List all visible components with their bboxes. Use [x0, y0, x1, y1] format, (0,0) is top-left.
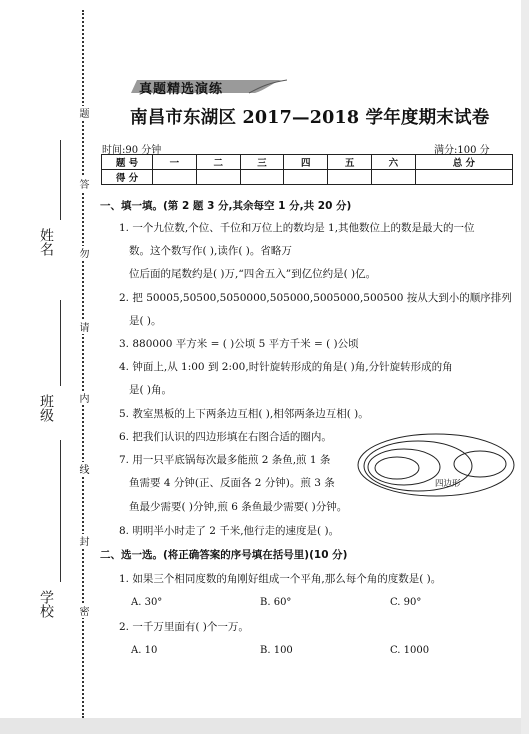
question-3: 3. 880000 平方米 = ( )公顷 5 平方千米 = ( )公顷 [119, 338, 359, 350]
score-cell[interactable] [240, 170, 284, 185]
question-8: 8. 明明半小时走了 2 千米,他行走的速度是( )。 [119, 525, 340, 537]
column-header: 二 [196, 155, 240, 170]
page-bottom-border [0, 718, 529, 734]
score-table-header-row [102, 155, 513, 170]
question-2-line-2: 是( )。 [129, 315, 162, 327]
question-1-line-1: 1. 一个九位数,个位、千位和万位上的数均是 1,其他数位上的数是最大的一位 [119, 222, 475, 234]
choice-1-option-a[interactable]: A. 30° [131, 597, 163, 608]
score-cell[interactable] [328, 170, 372, 185]
binding-word: 线 [77, 464, 88, 474]
question-7-line-3: 鱼最少需要( )分钟,煎 6 条鱼最少需要( )分钟。 [129, 501, 348, 513]
choice-2-option-b[interactable]: B. 100 [260, 645, 293, 656]
column-header: 三 [240, 155, 284, 170]
question-7-line-1: 7. 用一只平底锅每次最多能煎 2 条鱼,煎 1 条 [119, 454, 331, 466]
class-label: 班级 [38, 394, 54, 422]
question-6: 6. 把我们认识的四边形填在右图合适的圈内。 [119, 431, 332, 443]
binding-word: 答 [77, 179, 88, 189]
column-header: 总 分 [415, 155, 512, 170]
inner-circle [368, 449, 440, 485]
choice-2-stem: 2. 一千万里面有( )个一万。 [119, 621, 249, 633]
question-7-line-2: 鱼需要 4 分钟(正、反面各 2 分钟)。煎 3 条 [129, 477, 335, 489]
exam-time: 时间:90 分钟 [102, 145, 162, 156]
name-field-line[interactable] [60, 140, 61, 220]
score-cell[interactable] [284, 170, 328, 185]
name-label: 姓名 [38, 228, 54, 256]
school-field-line[interactable] [60, 440, 61, 582]
innermost-circle [375, 457, 419, 479]
section-heading-2: 二、选一选。(将正确答案的序号填在括号里)(10 分) [100, 549, 348, 561]
binding-word: 密 [77, 606, 88, 616]
question-1-line-2: 数。这个数写作( ),读作( )。省略万 [129, 245, 292, 257]
choice-1-option-c[interactable]: C. 90° [390, 597, 422, 608]
choice-1-stem: 1. 如果三个相同度数的角刚好组成一个平角,那么每个角的度数是( )。 [119, 573, 442, 585]
exam-title: 南昌市东湖区 2017—2018 学年度期末试卷 [130, 108, 490, 128]
binding-word: 勿 [77, 248, 88, 258]
binding-word: 封 [77, 536, 88, 546]
row-label: 得 分 [102, 170, 153, 185]
choice-2-option-a[interactable]: A. 10 [131, 645, 158, 656]
score-cell[interactable] [371, 170, 415, 185]
page-right-border [521, 0, 529, 734]
row-label: 题 号 [102, 155, 153, 170]
choice-2-option-c[interactable]: C. 1000 [390, 645, 430, 656]
side-circle [454, 451, 506, 477]
binding-word: 内 [77, 393, 88, 403]
score-cell[interactable] [153, 170, 197, 185]
section-heading-1: 一、填一填。(第 2 题 3 分,其余每空 1 分,共 20 分) [100, 200, 352, 212]
school-label: 学校 [38, 590, 54, 618]
binding-word: 题 [77, 108, 88, 118]
question-4-line-1: 4. 钟面上,从 1:00 到 2:00,时针旋转形成的角是( )角,分针旋转形成的角 [119, 361, 453, 373]
question-4-line-2: 是( )角。 [129, 384, 173, 396]
score-table [101, 154, 513, 185]
score-cell[interactable] [415, 170, 512, 185]
class-field-line[interactable] [60, 300, 61, 386]
section-banner: 真题精选演练 [139, 82, 224, 97]
choice-1-option-b[interactable]: B. 60° [260, 597, 292, 608]
score-table-score-row [102, 170, 513, 185]
column-header: 六 [371, 155, 415, 170]
column-header: 四 [284, 155, 328, 170]
question-1-line-3: 位后面的尾数约是( )万,“四舍五入”到亿位约是( )亿。 [129, 268, 377, 280]
column-header: 五 [328, 155, 372, 170]
score-cell[interactable] [196, 170, 240, 185]
venn-label-quadrilateral: 四边形 [435, 479, 461, 489]
question-2-line-1: 2. 把 50005,50500,5050000,505000,5005000,500500 按从大到小的顺序排列 [119, 292, 512, 304]
question-5: 5. 教室黑板的上下两条边互相( ),相邻两条边互相( )。 [119, 408, 369, 420]
column-header: 一 [153, 155, 197, 170]
full-score: 满分:100 分 [434, 145, 490, 156]
binding-word: 请 [77, 322, 88, 332]
